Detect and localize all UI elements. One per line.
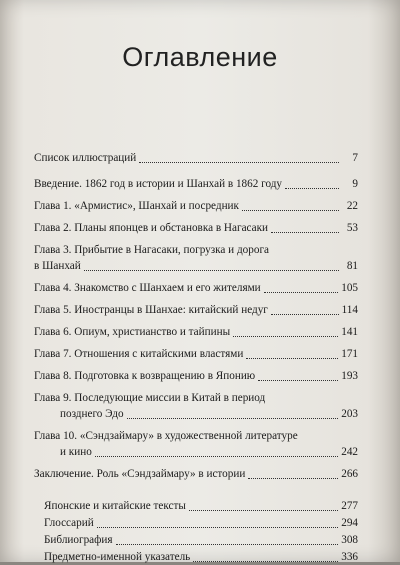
toc-entry-text: позднего Эдо <box>60 408 124 420</box>
toc-entry-introduction <box>34 176 358 192</box>
page-title: Оглавление <box>122 42 278 72</box>
toc-entry-text-line1: Глава 9. Последующие миссии в Китай в период <box>34 392 266 404</box>
toc-entry-chapter-4 <box>34 280 358 296</box>
toc-entry-page: 308 <box>341 534 358 546</box>
leader-dots <box>189 498 338 511</box>
toc-entry-text: Глава 6. Опиум, христианство и тайпины <box>34 326 231 338</box>
toc-entry-text: в Шанхай <box>34 260 81 272</box>
toc-entry-text: Глава 4. Знакомство с Шанхаем и его жителями <box>34 282 261 294</box>
toc-entry-index <box>44 549 358 565</box>
toc-entry-page: 53 <box>346 222 358 234</box>
toc-entry-texts <box>44 498 358 514</box>
toc-entry-page: 242 <box>341 446 358 458</box>
toc-entry-chapter-7 <box>34 346 358 362</box>
toc-entry-glossary <box>44 515 358 531</box>
toc-entry-page: 81 <box>346 260 358 272</box>
toc-entry-text: Глава 2. Планы японцев и обстановка в Нагасаки <box>34 222 269 234</box>
toc-entry-page: 171 <box>341 348 358 360</box>
leader-dots <box>95 444 338 457</box>
toc-entry-chapter-5 <box>34 302 358 318</box>
toc-entry-illustrations <box>34 150 358 166</box>
leader-dots <box>264 280 339 293</box>
toc-entry-text: Глава 1. «Армистис», Шанхай и посредник <box>34 200 239 212</box>
toc-entry-page: 336 <box>341 551 358 563</box>
toc-entry-chapter-6 <box>34 324 358 340</box>
leader-dots <box>258 368 338 381</box>
toc-entry-text: Библиография <box>44 534 113 546</box>
toc-entry-text: Глава 7. Отношения с китайскими властями <box>34 348 244 360</box>
toc-entry-text: Глава 5. Иностранцы в Шанхае: китайский недуг <box>34 304 268 316</box>
toc-entry-chapter-9 <box>34 390 358 422</box>
toc-entry-text: Заключение. Роль «Сэндзаймару» в истории <box>34 468 246 480</box>
leader-dots <box>127 406 339 419</box>
toc-entry-page: 203 <box>341 408 358 420</box>
leader-dots <box>271 302 339 315</box>
toc-entry-text: Глава 8. Подготовка к возвращению в Японию <box>34 370 256 382</box>
toc-group-front <box>34 150 358 166</box>
toc-entry-page: 141 <box>341 326 358 338</box>
toc-entry-page: 22 <box>346 200 358 212</box>
toc-entry-chapter-3 <box>34 242 358 274</box>
leader-dots <box>248 466 338 479</box>
toc-entry-text: и кино <box>60 446 92 458</box>
toc-entry-text-line1: Глава 10. «Сэндзаймару» в художественной литературе <box>34 430 298 442</box>
leader-dots <box>271 220 339 233</box>
toc-entry-page: 7 <box>352 152 358 164</box>
leader-dots <box>233 324 338 337</box>
toc-entry-chapter-1 <box>34 198 358 214</box>
toc-entry-text: Список иллюстраций <box>34 152 137 164</box>
toc-entry-conclusion <box>34 466 358 482</box>
toc-entry-chapter-8 <box>34 368 358 384</box>
leader-dots <box>139 150 339 163</box>
toc-group-back <box>34 498 358 565</box>
leader-dots <box>193 549 338 562</box>
table-of-contents <box>34 150 358 565</box>
leader-dots <box>246 346 338 359</box>
leader-dots <box>116 532 339 545</box>
toc-entry-page: 277 <box>341 500 358 512</box>
toc-entry-page: 105 <box>341 282 358 294</box>
leader-dots <box>242 198 339 211</box>
toc-entry-page: 294 <box>341 517 358 529</box>
toc-entry-text: Японские и китайские тексты <box>44 500 186 512</box>
toc-entry-text: Предметно-именной указатель <box>44 551 191 563</box>
leader-dots <box>97 515 339 528</box>
toc-entry-text-line1: Глава 3. Прибытие в Нагасаки, погрузка и дорога <box>34 244 269 256</box>
toc-entry-text: Введение. 1862 год в истории и Шанхай в 1862 году <box>34 178 282 190</box>
toc-entry-page: 266 <box>341 468 358 480</box>
toc-entry-chapter-2 <box>34 220 358 236</box>
toc-entry-page: 114 <box>341 304 358 316</box>
toc-group-main <box>34 176 358 482</box>
toc-entry-text: Глоссарий <box>44 517 94 529</box>
toc-entry-chapter-10 <box>34 428 358 460</box>
leader-dots <box>285 176 339 189</box>
leader-dots <box>84 258 339 271</box>
toc-entry-page: 193 <box>341 370 358 382</box>
toc-entry-bibliography <box>44 532 358 548</box>
toc-entry-page: 9 <box>352 178 358 190</box>
